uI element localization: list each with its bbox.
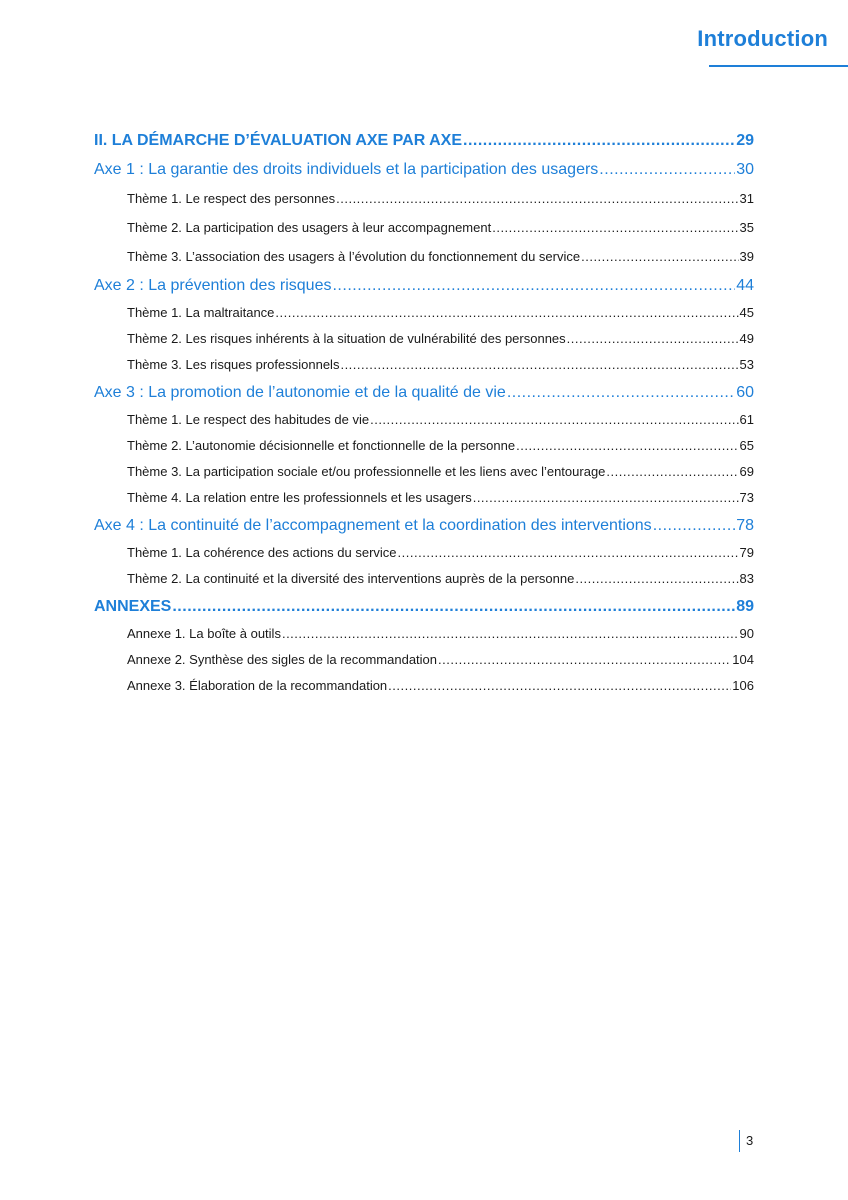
toc-entry-annexe-1[interactable] [94,621,754,647]
toc-entry-page: 35 [739,220,754,235]
dot-leader [516,433,738,459]
toc-entry-axe1-theme-2[interactable] [94,213,754,242]
toc-entry-axe2-theme-1[interactable] [94,300,754,326]
dot-leader [473,485,739,511]
toc-entry-page: 31 [739,191,754,206]
toc-entry-page: 73 [739,490,754,505]
toc-entry-page: 29 [736,132,754,149]
toc-entry-label: Axe 1 : La garantie des droits individuels et la participation des usagers [94,161,599,178]
toc-entry-page: 104 [732,652,754,667]
toc-entry-page: 79 [739,545,754,560]
toc-entry-annexe-2[interactable] [94,647,754,673]
toc-entry-label: Thème 3. L’association des usagers à l’évolution du fonctionnement du service [127,249,581,264]
dot-leader [370,407,738,433]
toc-entry-axe1-theme-3[interactable] [94,242,754,271]
toc-entry-label: Thème 3. Les risques professionnels [127,357,340,372]
dot-leader [606,459,738,485]
toc-entry-axe-1[interactable] [94,155,754,184]
toc-entry-axe3-theme-4[interactable] [94,485,754,511]
dot-leader [282,621,739,647]
table-of-contents [94,126,754,699]
toc-entry-label: Annexe 3. Élaboration de la recommandation [127,678,388,693]
dot-leader [388,673,731,699]
toc-entry-label: Annexe 2. Synthèse des sigles de la recommandation [127,652,438,667]
page-number: 3 [746,1133,754,1148]
toc-entry-axe1-theme-1[interactable] [94,184,754,213]
dot-leader [463,126,735,155]
dot-leader [336,184,738,213]
toc-entry-label: Thème 2. La participation des usagers à leur accompagnement [127,220,492,235]
dot-leader [507,378,735,407]
toc-entry-label: Thème 2. Les risques inhérents à la situation de vulnérabilité des personnes [127,331,566,346]
toc-entry-label: Annexe 1. La boîte à outils [127,626,281,641]
toc-entry-axe-3[interactable] [94,378,754,407]
toc-entry-page: 69 [739,464,754,479]
toc-entry-page: 49 [739,331,754,346]
toc-entry-label: Thème 1. La cohérence des actions du service [127,545,397,560]
toc-entry-axe2-theme-2[interactable] [94,326,754,352]
toc-entry-label: Thème 2. L’autonomie décisionnelle et fonctionnelle de la personne [127,438,516,453]
toc-entry-page: 30 [736,161,754,178]
toc-entry-page: 90 [739,626,754,641]
toc-entry-page: 39 [739,249,754,264]
toc-entry-label: Thème 4. La relation entre les professionnels et les usagers [127,490,472,505]
toc-entry-axe3-theme-3[interactable] [94,459,754,485]
dot-leader [575,566,738,592]
toc-entry-label: Thème 2. La continuité et la diversité des interventions auprès de la personne [127,571,575,586]
footer-divider [739,1130,740,1152]
toc-entry-annexe-3[interactable] [94,673,754,699]
dot-leader [599,155,735,184]
toc-entry-annexes[interactable] [94,592,754,621]
dot-leader [275,300,738,326]
dot-leader [172,592,735,621]
toc-entry-axe3-theme-1[interactable] [94,407,754,433]
toc-entry-axe-4[interactable] [94,511,754,540]
toc-entry-label: ANNEXES [94,598,172,615]
toc-entry-axe3-theme-2[interactable] [94,433,754,459]
toc-entry-page: 53 [739,357,754,372]
toc-entry-label: Thème 1. La maltraitance [127,305,275,320]
toc-entry-page: 60 [736,384,754,401]
toc-entry-label: Thème 3. La participation sociale et/ou professionnelle et les liens avec l’entourage [127,464,606,479]
toc-entry-page: 45 [739,305,754,320]
toc-entry-page: 83 [739,571,754,586]
toc-entry-label: Thème 1. Le respect des habitudes de vie [127,412,370,427]
toc-entry-page: 44 [736,277,754,294]
dot-leader [653,511,736,540]
dot-leader [438,647,731,673]
toc-entry-page: 89 [736,598,754,615]
header-rule [709,65,848,67]
toc-entry-page: 78 [736,517,754,534]
toc-entry-label: Thème 1. Le respect des personnes [127,191,336,206]
toc-entry-axe-2[interactable] [94,271,754,300]
dot-leader [398,540,739,566]
page-header-title: Introduction [697,26,828,51]
toc-entry-page: 65 [739,438,754,453]
dot-leader [567,326,739,352]
dot-leader [340,352,738,378]
toc-entry-page: 106 [732,678,754,693]
dot-leader [332,271,735,300]
toc-entry-section-2[interactable] [94,126,754,155]
toc-entry-label: II. LA DÉMARCHE D’ÉVALUATION AXE PAR AXE [94,132,463,149]
dot-leader [492,213,738,242]
toc-entry-label: Axe 2 : La prévention des risques [94,277,332,294]
toc-entry-page: 61 [739,412,754,427]
toc-entry-label: Axe 4 : La continuité de l’accompagnement et la coordination des interventions [94,517,652,534]
dot-leader [581,242,738,271]
toc-entry-axe2-theme-3[interactable] [94,352,754,378]
toc-entry-label: Axe 3 : La promotion de l’autonomie et de la qualité de vie [94,384,506,401]
toc-entry-axe4-theme-2[interactable] [94,566,754,592]
toc-entry-axe4-theme-1[interactable] [94,540,754,566]
